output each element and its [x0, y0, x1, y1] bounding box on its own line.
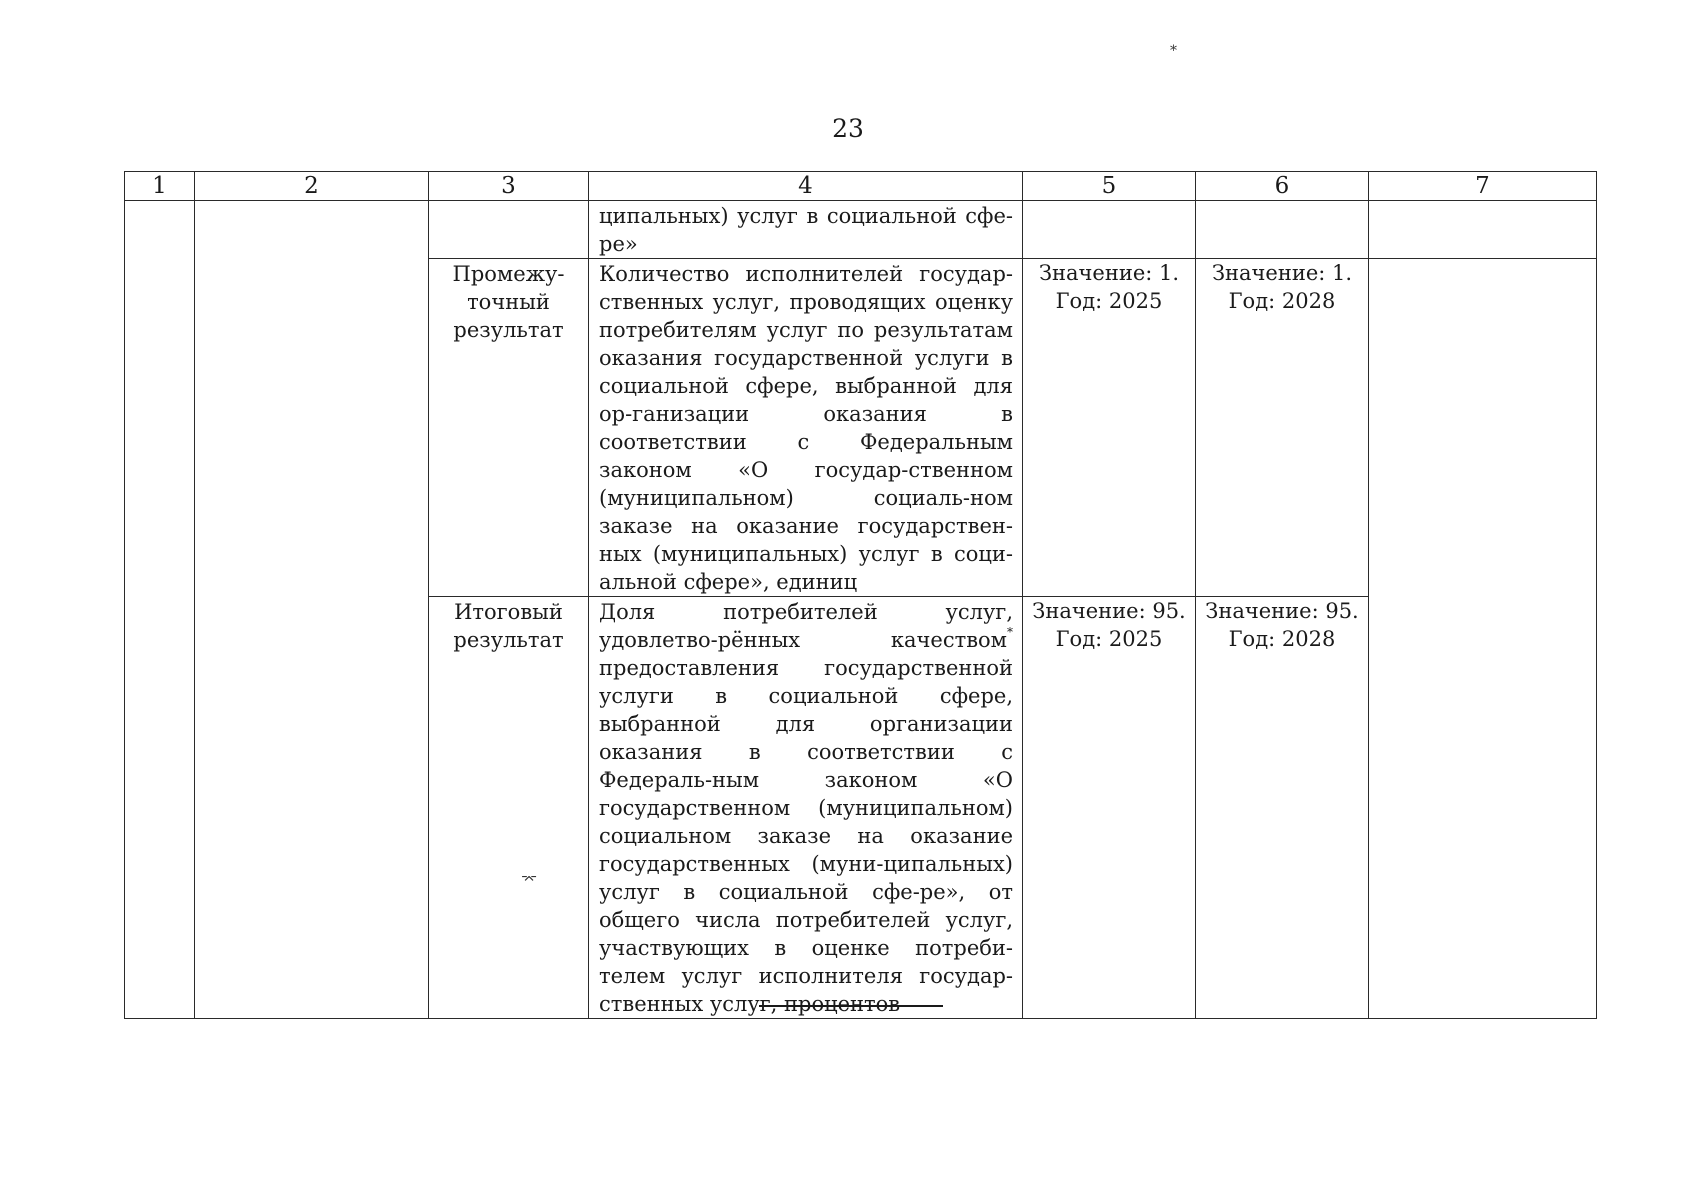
cell-col1 — [125, 201, 195, 1019]
final-result-description — [589, 597, 1023, 1019]
header-cell-3: 3 — [429, 172, 589, 201]
header-cell-2: 2 — [195, 172, 429, 201]
header-cell-6: 6 — [1196, 172, 1369, 201]
label-line: Итоговый — [454, 600, 563, 624]
label-line: точный — [467, 290, 550, 314]
value-line: Значение: 1. — [1211, 261, 1353, 285]
header-cell-4: 4 — [589, 172, 1023, 201]
value-line: Значение: 95. — [1032, 599, 1186, 623]
page-number: 23 — [832, 114, 864, 143]
value-line: Значение: 1. — [1038, 261, 1180, 285]
cell-col7-empty — [1369, 201, 1597, 259]
intermediate-result-label — [429, 259, 589, 597]
cell-col5-empty — [1023, 201, 1196, 259]
results-table — [124, 171, 1597, 1019]
header-cell-7: 7 — [1369, 172, 1597, 201]
scan-speck: * — [1170, 43, 1177, 59]
value-line: Значение: 95. — [1205, 599, 1359, 623]
scan-tick-mark: ⌤ — [521, 872, 538, 888]
description-part: Доля потребителей услуг, удовлетво-рённых качеством — [599, 600, 1013, 652]
footnote-mark: * — [1007, 625, 1013, 639]
final-result-label — [429, 597, 589, 1019]
intermediate-value-col5 — [1023, 259, 1196, 597]
cell-col6-empty — [1196, 201, 1369, 259]
intermediate-value-col6 — [1196, 259, 1369, 597]
footer-rule — [759, 1005, 943, 1007]
cell-col7-merged — [1369, 259, 1597, 1019]
year-line: Год: 2025 — [1055, 627, 1163, 651]
header-cell-5: 5 — [1023, 172, 1196, 201]
table-row-continuation — [125, 201, 1597, 259]
year-line: Год: 2025 — [1055, 289, 1163, 313]
header-cell-1: 1 — [125, 172, 195, 201]
description-part: предоставления государственной услуги в социальной сфере, выбранной для организации оказания в соответствии с Федераль-ным законом «О государственном (муниципальном) социальном заказе на оказание государственных (муни-ципальных) услуг в социальной сфе-ре», от общего числа потребителей услуг, участвующих в оценке потреби-телем услуг исполнителя государ-ственных услуг, процентов — [599, 656, 1013, 1016]
cell-col2 — [195, 201, 429, 1019]
label-line: Промежу- — [452, 262, 565, 286]
cell-col3-empty — [429, 201, 589, 259]
year-line: Год: 2028 — [1228, 289, 1336, 313]
final-value-col5 — [1023, 597, 1196, 1019]
final-value-col6 — [1196, 597, 1369, 1019]
continuation-description: ципальных) услуг в социальной сфе-ре» — [589, 201, 1023, 259]
label-line: результат — [453, 318, 564, 342]
year-line: Год: 2028 — [1228, 627, 1336, 651]
intermediate-result-description: Количество исполнителей государ-ственных услуг, проводящих оценку потребителям услуг по результатам оказания государственной услуги в социальной сфере, выбранной для ор-ганизации оказания в соответствии с Федеральным законом «О государ-ственном (муниципальном) социаль-ном заказе на оказание государствен-ных (муниципальных) услуг в соци-альной сфере», единиц — [589, 259, 1023, 597]
header-row — [125, 172, 1597, 201]
label-line: результат — [453, 628, 564, 652]
